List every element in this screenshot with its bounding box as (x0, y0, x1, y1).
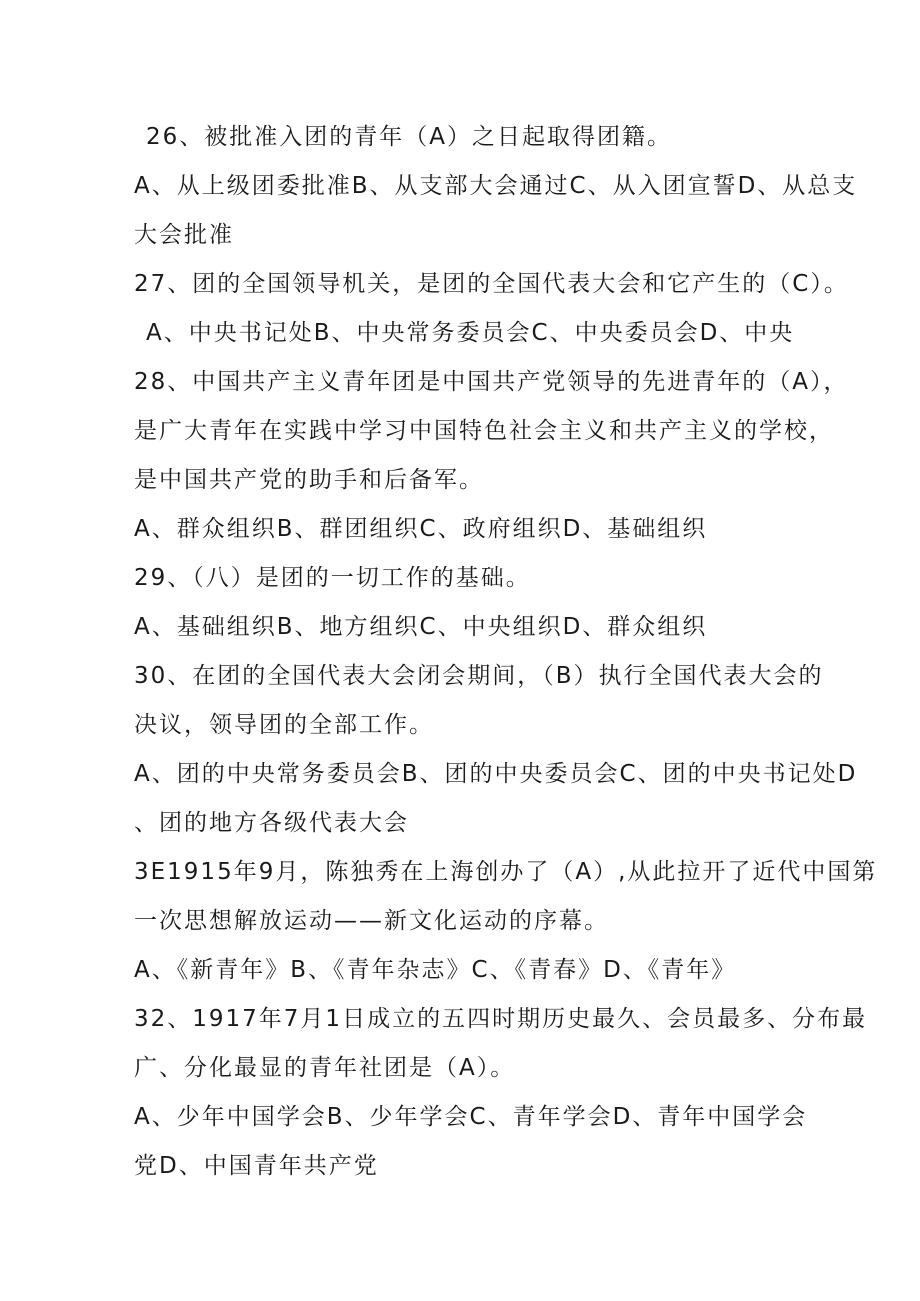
options-31: A、《新青年》B、《青年杂志》C、《青春》D、《青年》 (134, 957, 737, 983)
options-26-line-1: A、从上级团委批准B、从支部大会通过C、从入团宣誓D、从总支 (134, 173, 858, 199)
question-32-line-1: 32、1917年7月1日成立的五四时期历史最久、会员最多、分布最 (134, 1006, 868, 1032)
options-30-line-2: 、团的地方各级代表大会 (134, 810, 409, 836)
options-26-line-2: 大会批准 (134, 222, 234, 248)
question-26: 26、被批准入团的青年（A）之日起取得团籍。 (146, 124, 673, 150)
options-trailing-line: 党D、中国青年共产党 (134, 1153, 379, 1179)
question-30-line-1: 30、在团的全国代表大会闭会期间，（B）执行全国代表大会的 (134, 663, 824, 689)
question-31-line-1: 3E1915年9月，陈独秀在上海创办了（A）,从此拉开了近代中国第 (134, 859, 878, 885)
options-30-line-1: A、团的中央常务委员会B、团的中央委员会C、团的中央书记处D (134, 761, 858, 787)
options-29: A、基础组织B、地方组织C、中央组织D、群众组织 (134, 614, 708, 640)
options-32: A、少年中国学会B、少年学会C、青年学会D、青年中国学会 (134, 1104, 808, 1130)
question-29: 29、（八）是团的一切工作的基础。 (134, 565, 531, 591)
question-27: 27、团的全国领导机关，是团的全国代表大会和它产生的（C）。 (134, 271, 849, 297)
question-31-line-2: 一次思想解放运动——新文化运动的序幕。 (134, 908, 609, 934)
options-28: A、群众组织B、群团组织C、政府组织D、基础组织 (134, 516, 708, 542)
question-32-line-2: 广、分化最显的青年社团是（A）。 (134, 1055, 516, 1081)
question-30-line-2: 决议，领导团的全部工作。 (134, 712, 434, 738)
options-27: A、中央书记处B、中央常务委员会C、中央委员会D、中央 (146, 320, 795, 346)
question-28-line-1: 28、中国共产主义青年团是中国共产党领导的先进青年的（A）， (134, 369, 849, 395)
question-28-line-2: 是广大青年在实践中学习中国特色社会主义和共产主义的学校， (134, 418, 834, 444)
question-28-line-3: 是中国共产党的助手和后备军。 (134, 467, 484, 493)
